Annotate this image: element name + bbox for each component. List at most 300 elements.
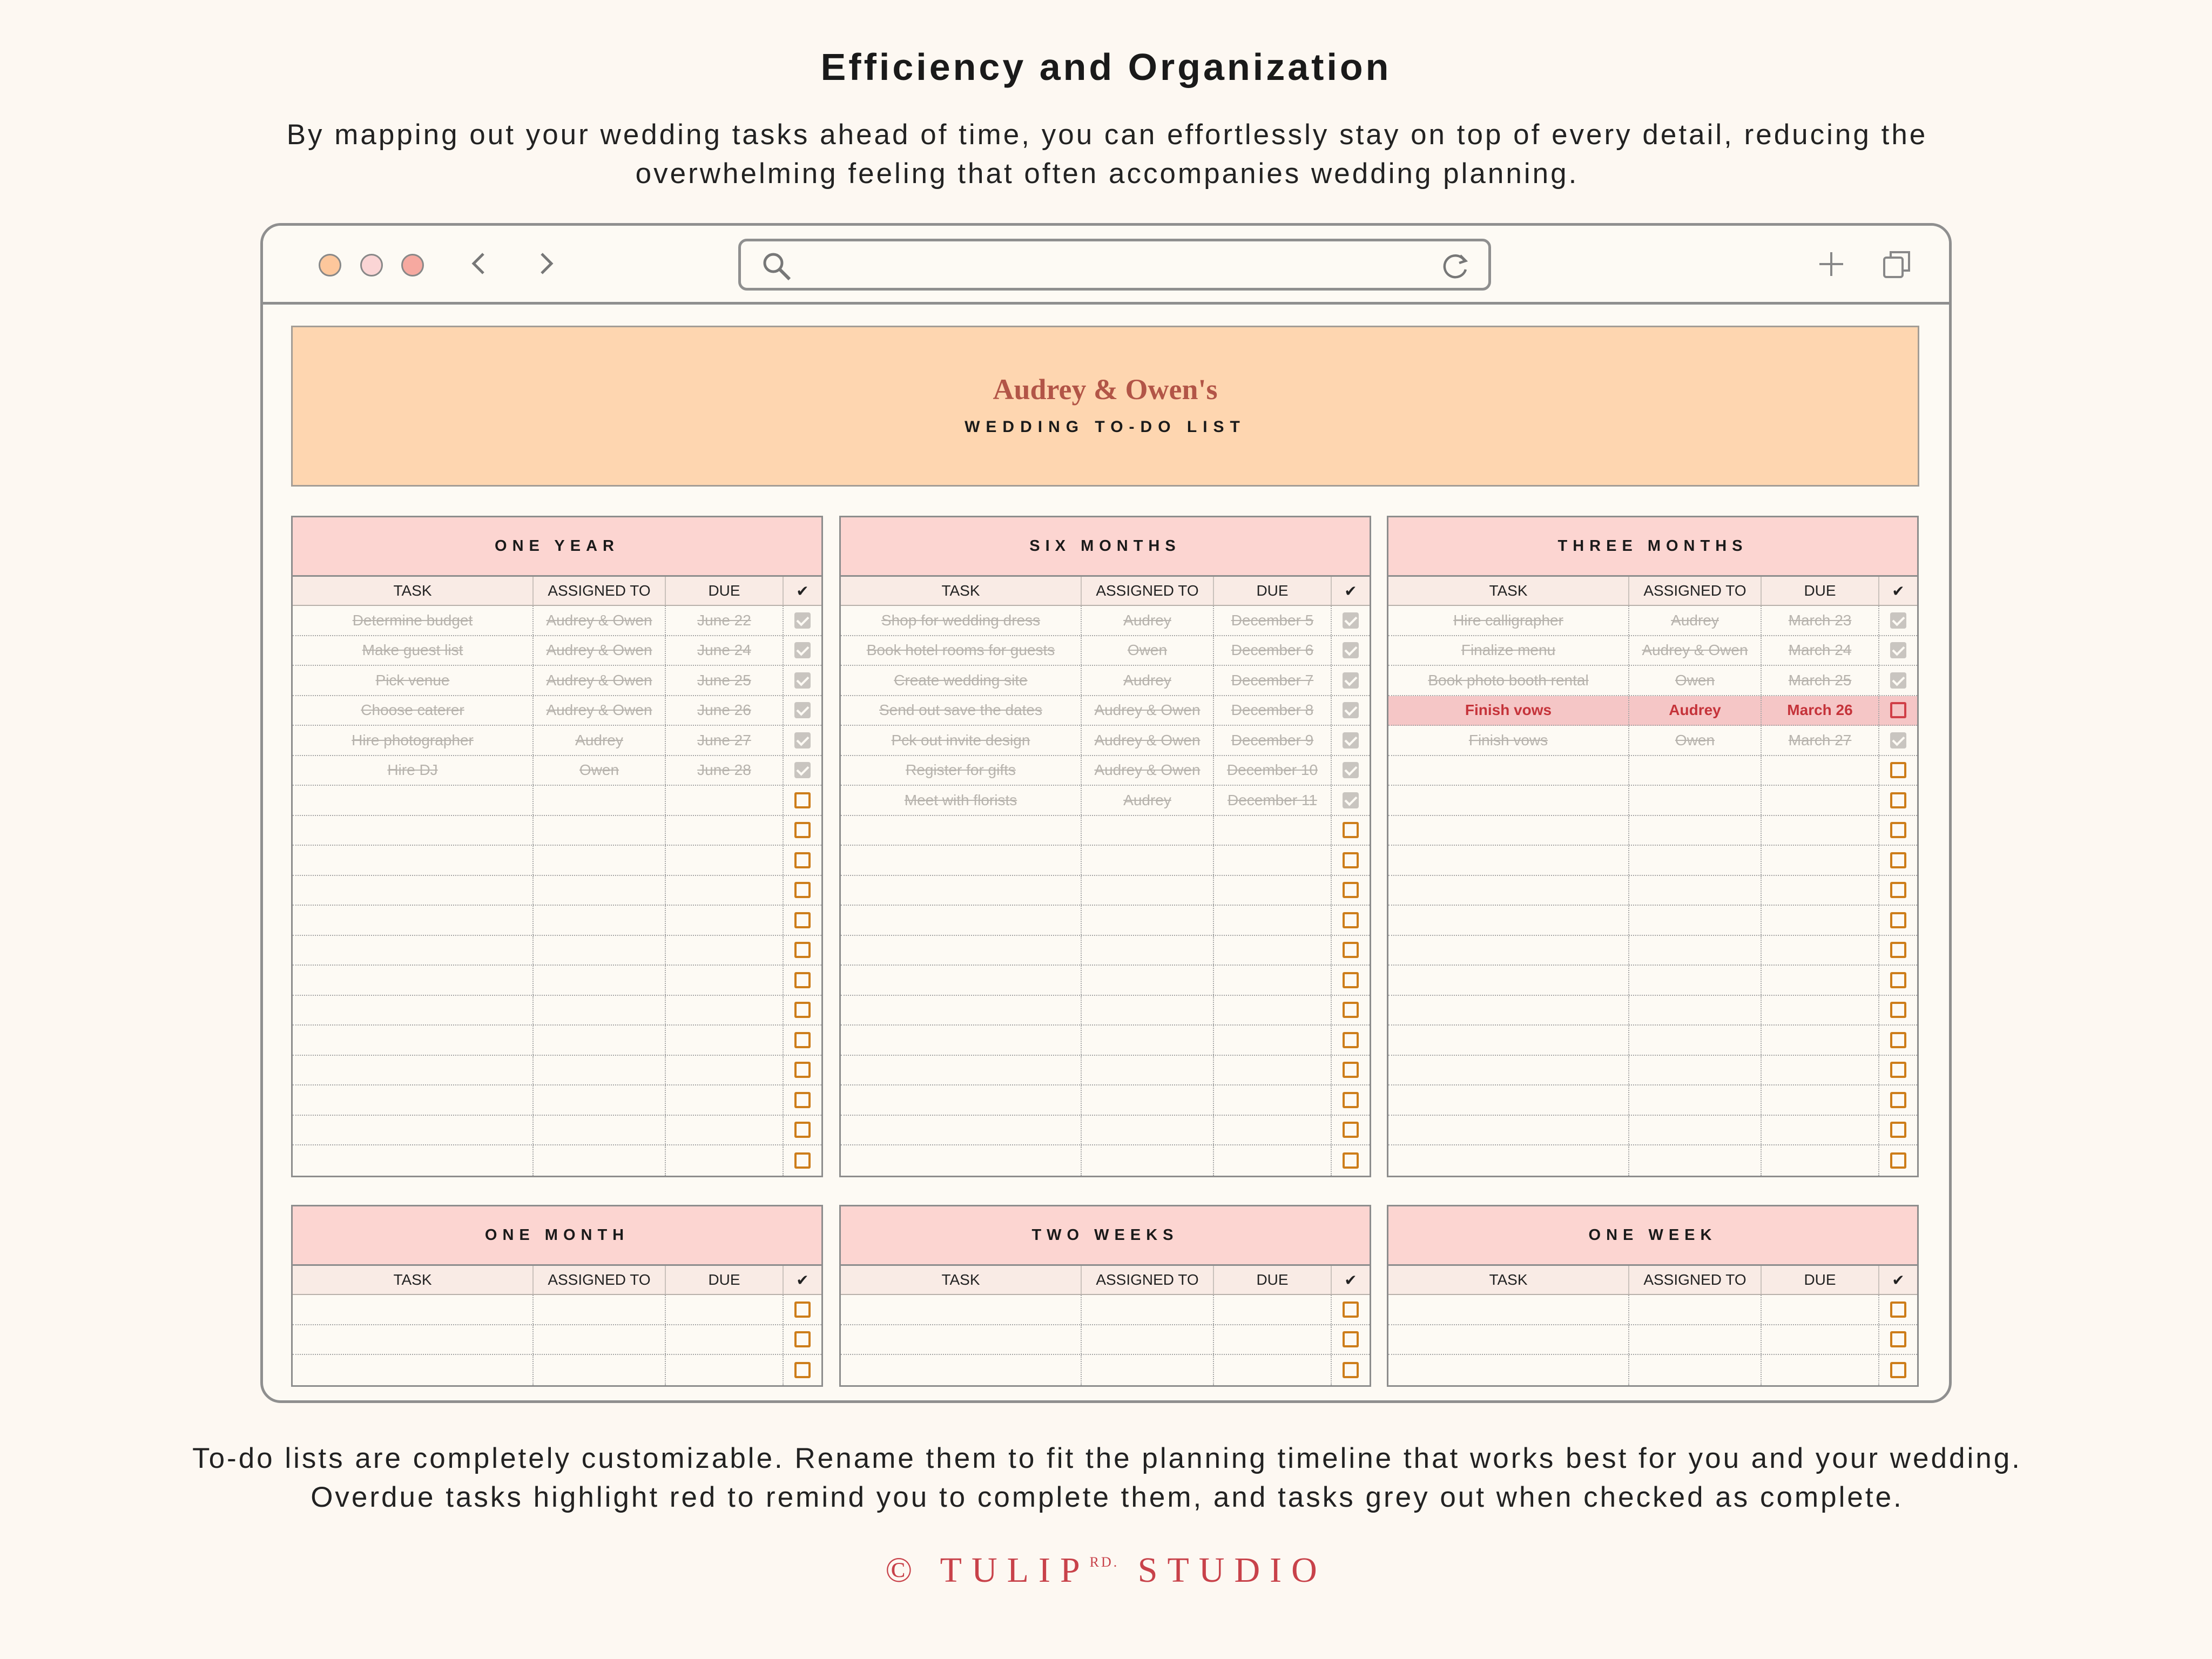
task-assigned-cell[interactable] <box>1082 1355 1214 1385</box>
task-task-cell[interactable] <box>1388 936 1629 965</box>
column-header-row <box>293 1266 821 1295</box>
task-assigned-cell[interactable]: Audrey & Owen <box>534 666 666 695</box>
task-checkbox[interactable] <box>1890 942 1906 958</box>
task-checkbox[interactable] <box>1890 852 1906 868</box>
task-assigned-cell[interactable] <box>1629 1355 1762 1385</box>
task-due-cell[interactable] <box>666 1056 784 1085</box>
task-assigned-cell[interactable] <box>1082 1116 1214 1145</box>
task-checkbox[interactable] <box>794 942 811 958</box>
table-row <box>293 1116 821 1146</box>
task-task-cell[interactable] <box>841 966 1082 995</box>
task-task-cell[interactable] <box>293 1056 534 1085</box>
task-assigned-cell[interactable] <box>534 786 666 815</box>
tabs-icon[interactable] <box>1879 246 1915 282</box>
task-task-cell[interactable] <box>293 1145 534 1176</box>
task-due-cell[interactable]: June 24 <box>666 636 784 665</box>
task-task-cell[interactable] <box>293 1295 534 1324</box>
task-due-cell[interactable] <box>666 1145 784 1176</box>
task-assigned-cell[interactable]: Owen <box>1629 666 1762 695</box>
table-row <box>293 1145 821 1176</box>
task-task-cell[interactable] <box>1388 906 1629 935</box>
table-row <box>1388 1116 1917 1146</box>
task-task-cell[interactable] <box>1388 1056 1629 1085</box>
task-checkbox[interactable] <box>794 792 811 808</box>
task-assigned-cell[interactable] <box>534 1145 666 1176</box>
task-assigned-cell[interactable] <box>1629 786 1762 815</box>
task-checkbox[interactable] <box>794 1331 811 1347</box>
task-task-cell[interactable]: Send out save the dates <box>841 696 1082 725</box>
task-assigned-cell[interactable]: Audrey <box>1082 666 1214 695</box>
task-due-cell[interactable] <box>666 966 784 995</box>
task-due-cell[interactable] <box>1214 1355 1332 1385</box>
task-due-cell[interactable] <box>1214 1295 1332 1324</box>
checkbox-cell <box>784 1085 821 1115</box>
reload-icon[interactable] <box>1440 250 1472 285</box>
task-due-cell[interactable]: March 26 <box>1762 696 1879 725</box>
task-task-cell[interactable] <box>841 1085 1082 1115</box>
task-checkbox[interactable] <box>1890 1062 1906 1078</box>
task-checkbox[interactable] <box>1343 1062 1359 1078</box>
task-due-cell[interactable] <box>666 1085 784 1115</box>
task-due-cell[interactable]: March 27 <box>1762 726 1879 755</box>
task-assigned-cell[interactable] <box>1082 1145 1214 1176</box>
task-task-cell[interactable]: Determine budget <box>293 606 534 635</box>
task-due-cell[interactable] <box>1762 1026 1879 1055</box>
task-assigned-cell[interactable] <box>1629 966 1762 995</box>
task-due-cell[interactable]: June 26 <box>666 696 784 725</box>
task-task-cell[interactable] <box>841 936 1082 965</box>
task-task-cell[interactable]: Book hotel rooms for guests <box>841 636 1082 665</box>
task-task-cell[interactable]: Pick venue <box>293 666 534 695</box>
task-due-cell[interactable]: June 25 <box>666 666 784 695</box>
task-due-cell[interactable] <box>1214 1325 1332 1354</box>
task-task-cell[interactable]: Hire calligrapher <box>1388 606 1629 635</box>
task-task-cell[interactable]: Hire DJ <box>293 756 534 785</box>
task-due-cell[interactable] <box>1214 966 1332 995</box>
task-due-cell[interactable] <box>1214 816 1332 845</box>
task-task-cell[interactable]: Finish vows <box>1388 696 1629 725</box>
task-checkbox[interactable] <box>1890 642 1906 658</box>
task-assigned-cell[interactable]: Audrey <box>1082 786 1214 815</box>
task-checkbox[interactable] <box>1890 1301 1906 1318</box>
task-task-cell[interactable] <box>293 846 534 875</box>
task-due-cell[interactable]: December 9 <box>1214 726 1332 755</box>
task-task-cell[interactable] <box>293 1026 534 1055</box>
task-assigned-cell[interactable] <box>534 816 666 845</box>
task-checkbox[interactable] <box>1343 882 1359 898</box>
task-assigned-cell[interactable]: Audrey & Owen <box>534 636 666 665</box>
task-task-cell[interactable] <box>841 1056 1082 1085</box>
task-due-cell[interactable] <box>666 996 784 1025</box>
task-checkbox[interactable] <box>1343 672 1359 689</box>
task-assigned-cell[interactable] <box>1629 1295 1762 1324</box>
task-task-cell[interactable] <box>1388 966 1629 995</box>
task-due-cell[interactable] <box>666 786 784 815</box>
task-checkbox[interactable] <box>1890 1092 1906 1108</box>
task-task-cell[interactable] <box>293 936 534 965</box>
task-checkbox[interactable] <box>794 1032 811 1048</box>
todo-list-one-week <box>1387 1205 1919 1387</box>
task-due-cell[interactable] <box>1214 1085 1332 1115</box>
task-due-cell[interactable]: June 22 <box>666 606 784 635</box>
task-due-cell[interactable] <box>1214 906 1332 935</box>
task-due-cell[interactable]: December 10 <box>1214 756 1332 785</box>
task-checkbox[interactable] <box>794 1301 811 1318</box>
task-assigned-cell[interactable]: Owen <box>1082 636 1214 665</box>
task-checkbox[interactable] <box>794 1122 811 1138</box>
minimize-dot[interactable] <box>319 254 341 276</box>
task-checkbox[interactable] <box>1343 852 1359 868</box>
checkbox-cell <box>784 636 821 665</box>
task-checkbox[interactable] <box>794 762 811 778</box>
task-checkbox[interactable] <box>1343 972 1359 988</box>
task-due-cell[interactable] <box>1762 816 1879 845</box>
task-task-cell[interactable] <box>1388 846 1629 875</box>
task-task-cell[interactable]: Hire photographer <box>293 726 534 755</box>
task-task-cell[interactable] <box>841 1145 1082 1176</box>
task-due-cell[interactable] <box>666 1355 784 1385</box>
task-task-cell[interactable] <box>1388 996 1629 1025</box>
task-checkbox[interactable] <box>794 1062 811 1078</box>
task-checkbox[interactable] <box>794 612 811 629</box>
task-task-cell[interactable] <box>1388 1145 1629 1176</box>
task-assigned-cell[interactable]: Audrey <box>1629 606 1762 635</box>
task-checkbox[interactable] <box>794 822 811 838</box>
task-task-cell[interactable] <box>1388 1116 1629 1145</box>
task-checkbox[interactable] <box>1343 792 1359 808</box>
task-checkbox[interactable] <box>1890 882 1906 898</box>
task-checkbox[interactable] <box>1890 702 1906 718</box>
task-assigned-cell[interactable] <box>1629 1026 1762 1055</box>
task-assigned-cell[interactable] <box>1082 1325 1214 1354</box>
task-task-cell[interactable] <box>293 876 534 905</box>
task-due-cell[interactable] <box>666 816 784 845</box>
task-task-cell[interactable] <box>1388 786 1629 815</box>
task-due-cell[interactable] <box>1762 1056 1879 1085</box>
task-due-cell[interactable] <box>1214 876 1332 905</box>
task-task-cell[interactable] <box>293 906 534 935</box>
forward-arrow-icon[interactable] <box>530 247 562 280</box>
task-task-cell[interactable] <box>1388 1295 1629 1324</box>
task-task-cell[interactable]: Make guest list <box>293 636 534 665</box>
task-due-cell[interactable] <box>666 1325 784 1354</box>
column-header-task: TASK <box>841 577 1082 605</box>
task-task-cell[interactable] <box>1388 756 1629 785</box>
task-task-cell[interactable] <box>293 1325 534 1354</box>
task-due-cell[interactable]: December 11 <box>1214 786 1332 815</box>
task-task-cell[interactable]: Book photo booth rental <box>1388 666 1629 695</box>
task-checkbox[interactable] <box>1890 672 1906 689</box>
task-due-cell[interactable] <box>1214 996 1332 1025</box>
task-assigned-cell[interactable] <box>534 936 666 965</box>
task-due-cell[interactable] <box>666 1116 784 1145</box>
task-task-cell[interactable]: Pck out invite design <box>841 726 1082 755</box>
task-checkbox[interactable] <box>1343 1331 1359 1347</box>
task-due-cell[interactable] <box>1762 1295 1879 1324</box>
task-assigned-cell[interactable] <box>1082 876 1214 905</box>
task-assigned-cell[interactable] <box>1629 936 1762 965</box>
task-checkbox[interactable] <box>1343 732 1359 748</box>
close-dot[interactable] <box>401 254 424 276</box>
task-checkbox[interactable] <box>794 1362 811 1378</box>
task-checkbox[interactable] <box>1890 612 1906 629</box>
task-due-cell[interactable] <box>1762 876 1879 905</box>
task-checkbox[interactable] <box>1343 942 1359 958</box>
task-checkbox[interactable] <box>1343 1122 1359 1138</box>
task-assigned-cell[interactable] <box>1082 816 1214 845</box>
task-checkbox[interactable] <box>1343 1092 1359 1108</box>
task-task-cell[interactable] <box>841 846 1082 875</box>
task-task-cell[interactable]: Shop for wedding dress <box>841 606 1082 635</box>
task-checkbox[interactable] <box>1890 762 1906 778</box>
task-due-cell[interactable] <box>1762 1085 1879 1115</box>
task-assigned-cell[interactable] <box>534 846 666 875</box>
task-assigned-cell[interactable] <box>1082 1026 1214 1055</box>
task-task-cell[interactable] <box>1388 1085 1629 1115</box>
task-due-cell[interactable] <box>1762 996 1879 1025</box>
task-checkbox[interactable] <box>1343 912 1359 928</box>
task-checkbox[interactable] <box>1343 1002 1359 1018</box>
task-due-cell[interactable] <box>1214 1116 1332 1145</box>
task-assigned-cell[interactable] <box>1082 846 1214 875</box>
task-due-cell[interactable]: June 28 <box>666 756 784 785</box>
task-assigned-cell[interactable] <box>1629 1056 1762 1085</box>
task-task-cell[interactable] <box>1388 816 1629 845</box>
task-task-cell[interactable] <box>841 996 1082 1025</box>
task-checkbox[interactable] <box>794 972 811 988</box>
task-checkbox[interactable] <box>1890 732 1906 748</box>
maximize-dot[interactable] <box>360 254 383 276</box>
checkbox-cell <box>1879 1145 1917 1176</box>
task-assigned-cell[interactable] <box>534 966 666 995</box>
task-due-cell[interactable] <box>1214 846 1332 875</box>
task-assigned-cell[interactable] <box>1082 1085 1214 1115</box>
new-tab-icon[interactable] <box>1813 246 1849 282</box>
task-due-cell[interactable] <box>1214 1145 1332 1176</box>
task-checkbox[interactable] <box>1890 972 1906 988</box>
task-checkbox[interactable] <box>794 672 811 689</box>
task-due-cell[interactable]: March 24 <box>1762 636 1879 665</box>
checkbox-cell <box>784 606 821 635</box>
table-row <box>841 936 1370 966</box>
task-task-cell[interactable] <box>293 1116 534 1145</box>
task-task-cell[interactable] <box>841 1295 1082 1324</box>
task-task-cell[interactable] <box>1388 1325 1629 1354</box>
task-assigned-cell[interactable] <box>1082 966 1214 995</box>
task-checkbox[interactable] <box>794 702 811 718</box>
task-due-cell[interactable] <box>1214 1056 1332 1085</box>
task-due-cell[interactable] <box>666 906 784 935</box>
task-assigned-cell[interactable] <box>1629 846 1762 875</box>
task-assigned-cell[interactable] <box>1629 816 1762 845</box>
task-checkbox[interactable] <box>1890 912 1906 928</box>
task-task-cell[interactable] <box>293 996 534 1025</box>
task-task-cell[interactable] <box>1388 1355 1629 1385</box>
task-due-cell[interactable] <box>1762 906 1879 935</box>
task-assigned-cell[interactable] <box>1082 996 1214 1025</box>
task-checkbox[interactable] <box>794 882 811 898</box>
task-checkbox[interactable] <box>1890 1362 1906 1378</box>
column-header-assigned: ASSIGNED TO <box>534 1266 666 1294</box>
task-checkbox[interactable] <box>1343 612 1359 629</box>
table-row <box>293 1026 821 1056</box>
task-due-cell[interactable] <box>1762 1355 1879 1385</box>
task-checkbox[interactable] <box>794 1092 811 1108</box>
column-header-row <box>1388 577 1917 606</box>
task-due-cell[interactable] <box>1762 786 1879 815</box>
task-assigned-cell[interactable]: Audrey & Owen <box>1082 726 1214 755</box>
task-task-cell[interactable] <box>841 1355 1082 1385</box>
task-due-cell[interactable] <box>666 1026 784 1055</box>
task-assigned-cell[interactable] <box>534 996 666 1025</box>
task-due-cell[interactable] <box>1762 846 1879 875</box>
task-checkbox[interactable] <box>1890 1122 1906 1138</box>
task-checkbox[interactable] <box>794 732 811 748</box>
table-row <box>293 756 821 786</box>
task-task-cell[interactable]: Create wedding site <box>841 666 1082 695</box>
task-task-cell[interactable] <box>841 816 1082 845</box>
task-assigned-cell[interactable] <box>1082 936 1214 965</box>
task-assigned-cell[interactable] <box>534 1295 666 1324</box>
task-assigned-cell[interactable]: Audrey & Owen <box>534 606 666 635</box>
task-due-cell[interactable]: December 5 <box>1214 606 1332 635</box>
checkbox-cell <box>1879 816 1917 845</box>
table-row <box>841 606 1370 636</box>
task-due-cell[interactable]: December 8 <box>1214 696 1332 725</box>
browser-toolbar <box>263 226 1949 305</box>
task-checkbox[interactable] <box>1343 1032 1359 1048</box>
task-due-cell[interactable] <box>1214 1026 1332 1055</box>
task-due-cell[interactable] <box>1762 1116 1879 1145</box>
task-checkbox[interactable] <box>1890 792 1906 808</box>
task-due-cell[interactable] <box>666 876 784 905</box>
checkbox-cell <box>1332 1145 1370 1176</box>
todo-list-two-weeks <box>839 1205 1371 1387</box>
task-task-cell[interactable]: Finish vows <box>1388 726 1629 755</box>
task-assigned-cell[interactable] <box>1082 1056 1214 1085</box>
task-assigned-cell[interactable] <box>1629 1116 1762 1145</box>
task-checkbox[interactable] <box>794 1002 811 1018</box>
task-assigned-cell[interactable] <box>1629 756 1762 785</box>
task-assigned-cell[interactable]: Audrey & Owen <box>534 696 666 725</box>
task-due-cell[interactable] <box>1762 1325 1879 1354</box>
task-assigned-cell[interactable]: Audrey & Owen <box>1629 636 1762 665</box>
task-assigned-cell[interactable]: Owen <box>1629 726 1762 755</box>
task-due-cell[interactable]: March 23 <box>1762 606 1879 635</box>
task-task-cell[interactable] <box>293 1085 534 1115</box>
task-checkbox[interactable] <box>1343 1152 1359 1169</box>
task-checkbox[interactable] <box>1890 822 1906 838</box>
task-task-cell[interactable]: Finalize menu <box>1388 636 1629 665</box>
checkbox-cell <box>784 966 821 995</box>
task-task-cell[interactable]: Register for gifts <box>841 756 1082 785</box>
checkbox-cell <box>1332 996 1370 1025</box>
task-assigned-cell[interactable] <box>1629 996 1762 1025</box>
task-assigned-cell[interactable] <box>534 1026 666 1055</box>
task-due-cell[interactable] <box>1762 966 1879 995</box>
task-checkbox[interactable] <box>1890 1331 1906 1347</box>
task-task-cell[interactable] <box>293 816 534 845</box>
task-checkbox[interactable] <box>1890 1032 1906 1048</box>
task-task-cell[interactable] <box>841 1026 1082 1055</box>
task-task-cell[interactable] <box>841 1116 1082 1145</box>
task-task-cell[interactable] <box>293 786 534 815</box>
task-assigned-cell[interactable] <box>1629 1085 1762 1115</box>
table-row <box>1388 1355 1917 1385</box>
task-assigned-cell[interactable] <box>534 1355 666 1385</box>
task-assigned-cell[interactable] <box>1082 906 1214 935</box>
task-task-cell[interactable]: Choose caterer <box>293 696 534 725</box>
column-header-due: DUE <box>1762 577 1879 605</box>
task-task-cell[interactable] <box>293 966 534 995</box>
task-assigned-cell[interactable]: Owen <box>534 756 666 785</box>
task-assigned-cell[interactable] <box>534 1325 666 1354</box>
task-checkbox[interactable] <box>1890 1002 1906 1018</box>
task-task-cell[interactable] <box>293 1355 534 1385</box>
task-due-cell[interactable]: December 7 <box>1214 666 1332 695</box>
task-task-cell[interactable] <box>841 1325 1082 1354</box>
task-assigned-cell[interactable]: Audrey & Owen <box>1082 696 1214 725</box>
task-checkbox[interactable] <box>1343 642 1359 658</box>
task-assigned-cell[interactable] <box>534 1056 666 1085</box>
task-due-cell[interactable]: December 6 <box>1214 636 1332 665</box>
task-assigned-cell[interactable]: Audrey <box>1082 606 1214 635</box>
table-row <box>293 936 821 966</box>
task-due-cell[interactable] <box>1762 756 1879 785</box>
task-assigned-cell[interactable] <box>534 876 666 905</box>
task-task-cell[interactable]: Meet with florists <box>841 786 1082 815</box>
task-due-cell[interactable] <box>666 1295 784 1324</box>
task-assigned-cell[interactable] <box>534 1116 666 1145</box>
task-task-cell[interactable] <box>1388 876 1629 905</box>
task-assigned-cell[interactable] <box>534 906 666 935</box>
task-assigned-cell[interactable] <box>534 1085 666 1115</box>
task-checkbox[interactable] <box>1343 702 1359 718</box>
task-assigned-cell[interactable]: Audrey <box>534 726 666 755</box>
task-checkbox[interactable] <box>1343 822 1359 838</box>
task-checkbox[interactable] <box>794 642 811 658</box>
column-header-assigned: ASSIGNED TO <box>534 577 666 605</box>
task-checkbox[interactable] <box>794 912 811 928</box>
task-assigned-cell[interactable] <box>1629 876 1762 905</box>
task-due-cell[interactable]: June 27 <box>666 726 784 755</box>
checkbox-cell <box>1879 1325 1917 1354</box>
task-checkbox[interactable] <box>794 852 811 868</box>
task-assigned-cell[interactable] <box>1629 906 1762 935</box>
task-task-cell[interactable] <box>1388 1026 1629 1055</box>
task-task-cell[interactable] <box>841 906 1082 935</box>
task-task-cell[interactable] <box>841 876 1082 905</box>
task-assigned-cell[interactable]: Audrey & Owen <box>1082 756 1214 785</box>
task-assigned-cell[interactable] <box>1629 1325 1762 1354</box>
task-due-cell[interactable] <box>666 846 784 875</box>
task-due-cell[interactable] <box>1214 936 1332 965</box>
task-checkbox[interactable] <box>1890 1152 1906 1169</box>
task-assigned-cell[interactable] <box>1082 1295 1214 1324</box>
task-due-cell[interactable] <box>666 936 784 965</box>
task-due-cell[interactable]: March 25 <box>1762 666 1879 695</box>
task-checkbox[interactable] <box>1343 1362 1359 1378</box>
task-checkbox[interactable] <box>1343 762 1359 778</box>
task-checkbox[interactable] <box>1343 1301 1359 1318</box>
task-due-cell[interactable] <box>1762 1145 1879 1176</box>
task-assigned-cell[interactable]: Audrey <box>1629 696 1762 725</box>
task-checkbox[interactable] <box>794 1152 811 1169</box>
back-arrow-icon[interactable] <box>463 247 495 280</box>
address-bar[interactable] <box>738 239 1491 291</box>
task-due-cell[interactable] <box>1762 936 1879 965</box>
task-assigned-cell[interactable] <box>1629 1145 1762 1176</box>
